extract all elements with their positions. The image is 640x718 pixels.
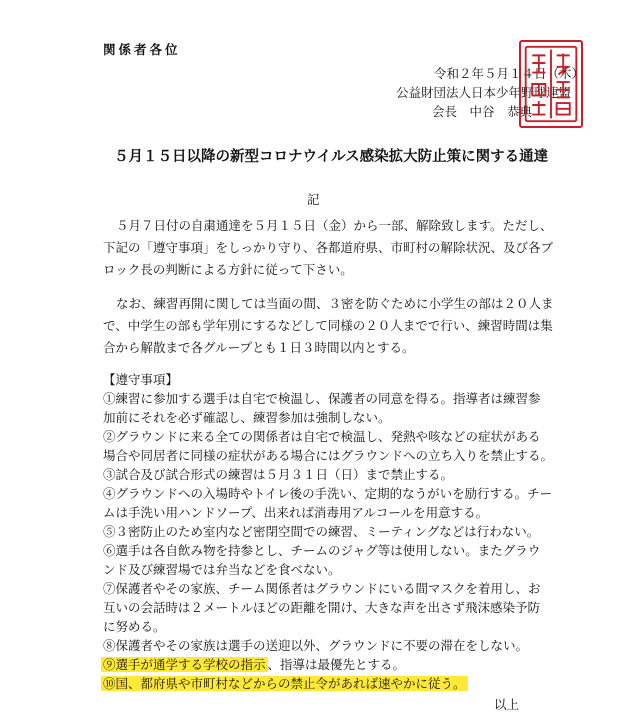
paragraph-1-line-1: ５月７日付の自粛通達を５月１５日（金）から一部、解除致します。ただし、	[116, 218, 553, 233]
seal-stamp-icon	[519, 40, 583, 128]
rule-item-7-line-2: 互いの会話時は２メートルほどの距離を開け、大きな声を出さず飛沫感染予防	[103, 600, 541, 615]
rule-item-7-line-3: に努める。	[103, 619, 166, 634]
paragraph-1-line-2: 下記の「遵守事項」をしっかり守り、各都道府県、市町村の解除状況、及び各ブ	[103, 240, 554, 255]
rules-heading: 【遵守事項】	[103, 372, 179, 387]
rule-item-4-line-1: ④グラウンドへの入場時やトイレ後の手洗い、定期的なうがいを励行する。チー	[103, 486, 553, 501]
rule-item-2-line-2: 場合や同居者に同様の症状がある場合にはグラウンドへの立ち入りを禁止する。	[103, 448, 554, 463]
rule-item-9-rest: 、指導は最優先とする。	[267, 657, 406, 672]
rule-item-8: ⑧保護者やその家族は選手の送迎以外、グラウンドに不要の滞在をしない。	[103, 638, 529, 653]
date: 令和２年５月１４日（木）	[434, 66, 585, 81]
rule-item-3: ③試合及び試合形式の練習は５月３１日（日）まで禁止する。	[103, 467, 454, 482]
signer-name: 会長 中谷 恭典	[432, 104, 533, 119]
rule-item-1-line-1: ①練習に参加する選手は自宅で検温し、保護者の同意を得る。指導者は練習参	[103, 391, 541, 406]
rule-item-5: ⑤３密防止のため室内など密閉空間での練習、ミーティングなどは行わない。	[103, 524, 540, 539]
rule-item-9-highlighted-text: ⑨選手が通学する学校の指示	[103, 657, 266, 672]
addressee: 関係者各位	[103, 42, 181, 57]
rule-item-9	[103, 657, 405, 672]
closing-word: 以上	[494, 697, 520, 712]
rule-item-6-line-2: ンド及び練習場では弁当などを食べない。	[103, 562, 341, 577]
rule-item-2-line-1: ②グラウンドに来る全ての関係者は自宅で検温し、発熱や咳などの症状がある	[103, 429, 541, 444]
paragraph-1-line-3: ロック長の判断による方針に従って下さい。	[103, 262, 353, 277]
organization-name: 公益財団法人日本少年野球連盟	[396, 85, 572, 100]
paragraph-2-line-3: 合から解散まで各グループとも１日３時間以内とする。	[103, 340, 415, 355]
rule-item-7-line-1: ⑦保護者やその家族、チーム関係者はグラウンドにいる間マスクを着用し、お	[103, 581, 541, 596]
ki-marker: 記	[307, 192, 320, 207]
rule-item-10-highlighted-text: ⑩国、都府県や市町村などからの禁止令があれば速やかに従う。	[103, 676, 466, 691]
rule-item-10	[103, 676, 468, 691]
rule-item-6-line-1: ⑥選手は各自飲み物を持参とし、チームのジャグ等は使用しない。またグラウ	[103, 543, 541, 558]
document-title: ５月１５日以降の新型コロナウイルス感染拡大防止策に関する通達	[114, 148, 549, 165]
paragraph-2-line-2: で、中学生の部も学年別にするなどして同様の２０人までで行い、練習時間は集	[103, 318, 553, 333]
rule-item-4-line-2: ムは手洗い用ハンドソープ、出来れば消毒用アルコールを用意する。	[103, 505, 489, 520]
paragraph-2-line-1: なお、練習再開に関しては当面の間、３密を防ぐために小学生の部は２０人ま	[116, 296, 554, 311]
rule-item-1-line-2: 加前にそれを必ず確認し、練習参加は強制しない。	[103, 410, 391, 425]
